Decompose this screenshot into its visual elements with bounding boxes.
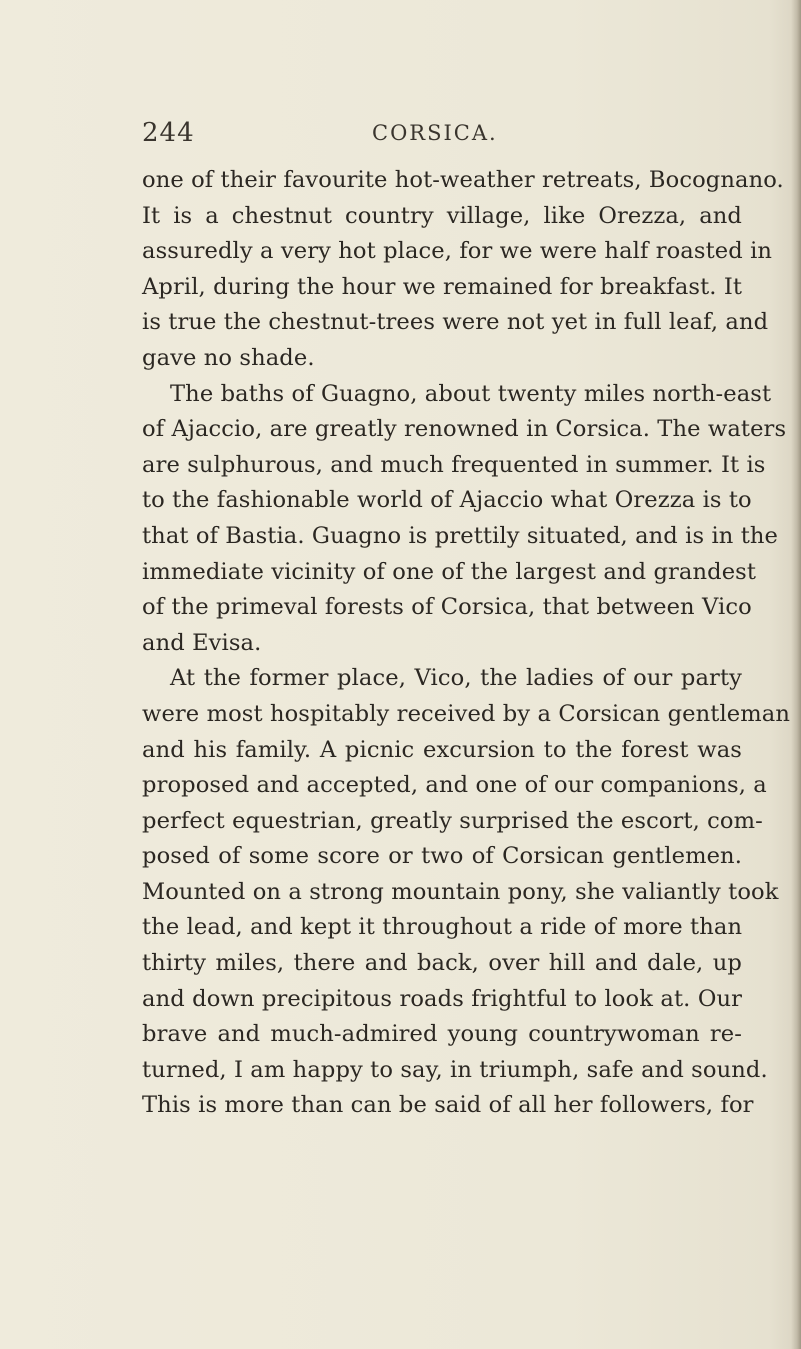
text-line: proposed and accepted, and one of our companions, a bbox=[142, 772, 767, 799]
text-line: It is a chestnut country village, like Orezza, and bbox=[142, 202, 742, 229]
text-line: the lead, and kept it throughout a ride of more than bbox=[142, 914, 743, 941]
text-line: that of Bastia. Guagno is prettily situated, and is in the bbox=[142, 522, 779, 549]
running-head bbox=[142, 118, 742, 154]
text-line: were most hospitably received by a Corsican gentleman bbox=[142, 700, 791, 727]
running-title: CORSICA. bbox=[372, 121, 498, 145]
text-line: of Ajaccio, are greatly renowned in Corsica. The waters bbox=[142, 416, 787, 443]
text-line: At the former place, Vico, the ladies of our party bbox=[170, 665, 742, 692]
text-line: brave and much-admired young countrywoman re- bbox=[142, 1021, 742, 1048]
text-line: is true the chestnut-trees were not yet in full leaf, and bbox=[142, 309, 769, 336]
text-line: The baths of Guagno, about twenty miles north-east bbox=[170, 380, 772, 407]
text-line: and Evisa. bbox=[142, 629, 262, 656]
text-line: to the fashionable world of Ajaccio what Orezza is to bbox=[142, 487, 752, 514]
text-line: assuredly a very hot place, for we were half roasted in bbox=[142, 238, 773, 265]
text-line: immediate vicinity of one of the largest and grandest bbox=[142, 558, 757, 585]
text-line: posed of some score or two of Corsican gentlemen. bbox=[142, 843, 742, 870]
text-line: perfect equestrian, greatly surprised the escort, com- bbox=[142, 807, 763, 834]
text-line: gave no shade. bbox=[142, 344, 315, 371]
text-line: of the primeval forests of Corsica, that between Vico bbox=[142, 594, 752, 621]
page-edge-shadow bbox=[791, 0, 801, 1349]
text-line: April, during the hour we remained for breakfast. It bbox=[142, 273, 743, 300]
text-line: and down precipitous roads frightful to look at. Our bbox=[142, 985, 742, 1012]
text-line: and his family. A picnic excursion to the forest was bbox=[142, 736, 742, 763]
text-line: one of their favourite hot-weather retreats, Bocognano. bbox=[142, 167, 784, 193]
text-line: This is more than can be said of all her followers, for bbox=[142, 1092, 754, 1119]
text-line: are sulphurous, and much frequented in summer. It is bbox=[142, 451, 766, 478]
page-number: 244 bbox=[142, 118, 195, 148]
text-line: turned, I am happy to say, in triumph, safe and sound. bbox=[142, 1056, 768, 1083]
text-line: Mounted on a strong mountain pony, she valiantly took bbox=[142, 878, 779, 905]
text-line: thirty miles, there and back, over hill and dale, up bbox=[142, 950, 742, 977]
body-text bbox=[142, 163, 791, 1124]
